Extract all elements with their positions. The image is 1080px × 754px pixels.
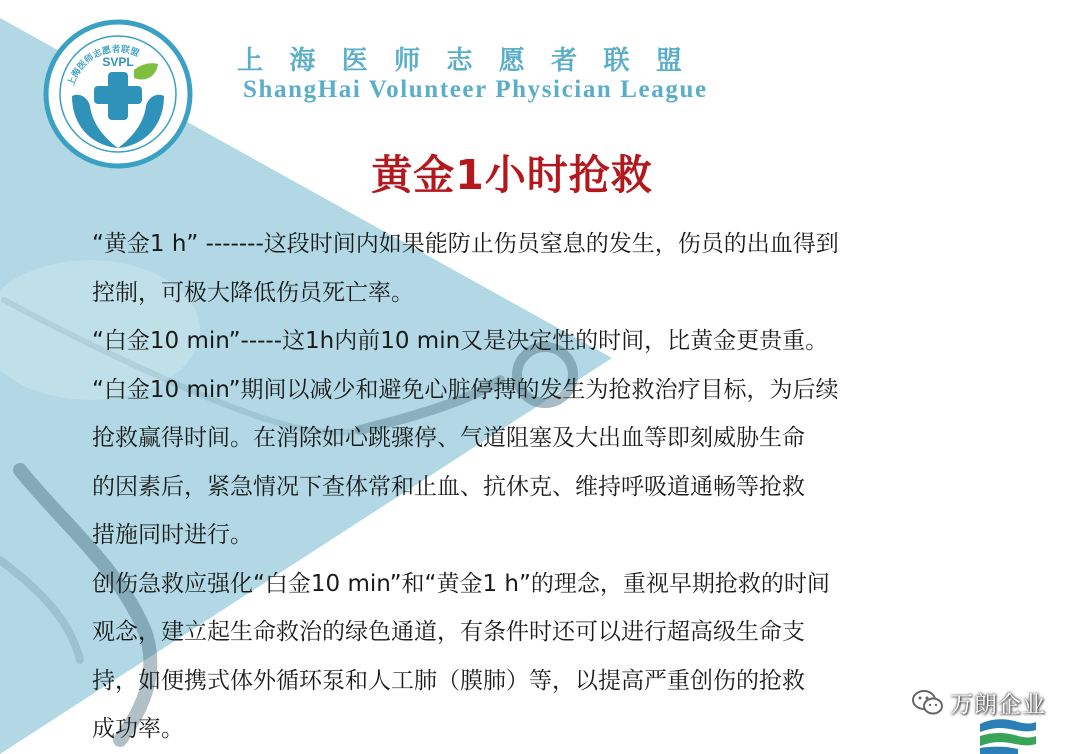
paragraph-line: 成功率。	[92, 716, 184, 742]
organization-name-char: 医	[341, 46, 368, 76]
organization-name-en: ShangHai Volunteer Physician League	[243, 76, 708, 103]
organization-name-char: 志	[446, 46, 473, 76]
paragraph-line: 控制，可极大降低伤员死亡率。	[92, 279, 414, 306]
paragraph	[92, 560, 972, 754]
organization-name-cn	[237, 40, 682, 77]
paragraph-line: “白金10 min”-----这1h内前10 min又是决定性的时间，比黄金更贵重。	[92, 328, 829, 354]
organization-name-char: 愿	[498, 46, 525, 76]
organization-name-char: 师	[394, 46, 421, 76]
organization-name-char: 联	[603, 46, 630, 76]
organization-name-char: 盟	[655, 46, 682, 76]
paragraph-line: “白金10 min”期间以减少和避免心脏停搏的发生为抢救治疗目标，为后续	[92, 376, 839, 403]
body-text	[92, 220, 972, 754]
paragraph-line: 的因素后，紧急情况下查体常和止血、抗休克、维持呼吸道通畅等抢救	[92, 473, 805, 500]
paragraph-line: 观念，建立起生命救治的绿色通道，有条件时还可以进行超高级生命支	[92, 619, 805, 645]
paragraph-line: 创伤急救应强化“白金10 min”和“黄金1 h”的理念，重视早期抢救的时间	[92, 570, 830, 597]
paragraph-line: 措施同时进行。	[92, 522, 253, 548]
wechat-icon	[912, 689, 944, 717]
corner-wave-logo	[978, 716, 1038, 754]
paragraph-line: 持，如便携式体外循环泵和人工肺（膜肺）等，以提高严重创伤的抢救	[92, 667, 805, 694]
paragraph	[92, 317, 972, 366]
paragraph	[92, 220, 972, 317]
svg-text:上海医师志愿者联盟: 上海医师志愿者联盟	[66, 44, 141, 88]
watermark	[912, 686, 1046, 719]
organization-name-char: 上	[237, 46, 264, 76]
paragraph	[92, 366, 972, 560]
organization-name-char: 海	[289, 46, 316, 76]
slide-title: 黄金1小时抢救	[371, 151, 653, 199]
paragraph-line: 抢救赢得时间。在消除如心跳骤停、气道阻塞及大出血等即刻威胁生命	[92, 425, 805, 451]
svg-text:SVPL: SVPL	[102, 55, 134, 69]
watermark-text: 万朗企业	[950, 692, 1046, 718]
organization-name-char: 者	[551, 46, 578, 76]
paragraph-line: “黄金1 h” -------这段时间内如果能防止伤员窒息的发生，伤员的出血得到	[92, 231, 839, 257]
